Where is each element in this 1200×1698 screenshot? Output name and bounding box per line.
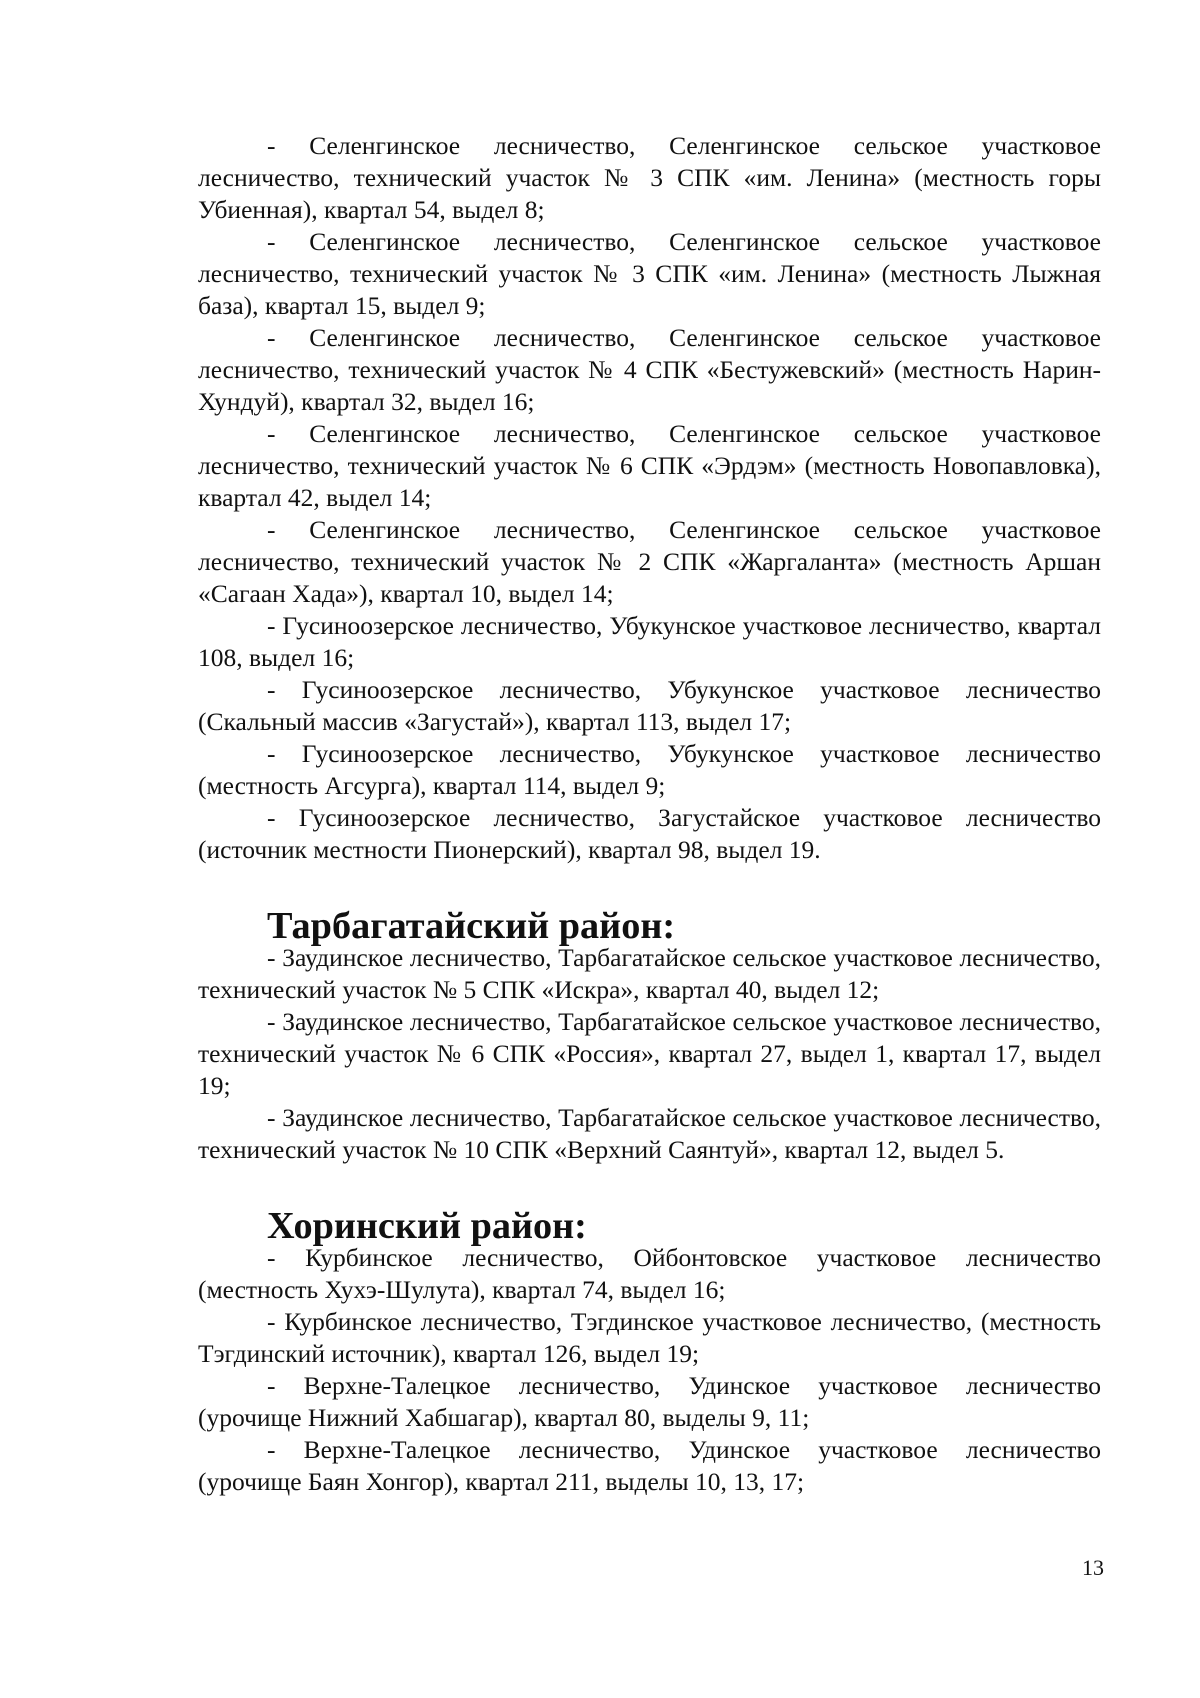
list-item: - Верхне-Талецкое лесничество, Удинское участковое лесничество (урочище Нижний Хабшагар), квартал 80, выделы 9, 11; — [198, 1371, 1101, 1432]
list-item: - Заудинское лесничество, Тарбагатайское сельское участковое лесничество, технический участок № 5 СПК «Искра», квартал 40, выдел 12; — [198, 943, 1101, 1004]
list-item: - Гусиноозерское лесничество, Убукунское участковое лесничество (местность Агсурга), квартал 114, выдел 9; — [198, 739, 1101, 800]
list-item: - Гусиноозерское лесничество, Загустайское участковое лесничество (источник местности Пионерский), квартал 98, выдел 19. — [198, 803, 1101, 864]
list-item: - Курбинское лесничество, Ойбонтовское участковое лесничество (местность Хухэ-Шулута), квартал 74, выдел 16; — [198, 1243, 1101, 1304]
document-body — [198, 130, 1101, 1498]
list-item: - Заудинское лесничество, Тарбагатайское сельское участковое лесничество, технический участок № 6 СПК «Россия», квартал 27, выдел 1, квартал 17, выдел 19; — [198, 1007, 1101, 1100]
section-heading-tarbagatai: Тарбагатайский район: — [267, 905, 676, 947]
list-item: - Селенгинское лесничество, Селенгинское сельское участковое лесничество, технический участок № 3 СПК «им. Ленина» (местность горы Убиенная), квартал 54, выдел 8; — [198, 131, 1101, 224]
list-item: - Селенгинское лесничество, Селенгинское сельское участковое лесничество, технический участок № 2 СПК «Жаргаланта» (местность Аршан «Сагаан Хада»), квартал 10, выдел 14; — [198, 515, 1101, 608]
page-number: 13 — [1082, 1555, 1104, 1580]
section-heading-khorinsk: Хоринский район: — [267, 1205, 587, 1247]
list-item: - Гусиноозерское лесничество, Убукунское участковое лесничество, квартал 108, выдел 16; — [198, 611, 1101, 672]
list-item: - Селенгинское лесничество, Селенгинское сельское участковое лесничество, технический участок № 3 СПК «им. Ленина» (местность Лыжная база), квартал 15, выдел 9; — [198, 227, 1101, 320]
list-item: - Верхне-Талецкое лесничество, Удинское участковое лесничество (урочище Баян Хонгор), квартал 211, выделы 10, 13, 17; — [198, 1435, 1101, 1496]
list-item: - Селенгинское лесничество, Селенгинское сельское участковое лесничество, технический участок № 4 СПК «Бестужевский» (местность Нарин-Хундуй), квартал 32, выдел 16; — [198, 323, 1101, 416]
list-item: - Селенгинское лесничество, Селенгинское сельское участковое лесничество, технический участок № 6 СПК «Эрдэм» (местность Новопавловка), квартал 42, выдел 14; — [198, 419, 1101, 512]
list-item: - Курбинское лесничество, Тэгдинское участковое лесничество, (местность Тэгдинский источник), квартал 126, выдел 19; — [198, 1307, 1101, 1368]
list-item: - Гусиноозерское лесничество, Убукунское участковое лесничество (Скальный массив «Загустай»), квартал 113, выдел 17; — [198, 675, 1101, 736]
list-item: - Заудинское лесничество, Тарбагатайское сельское участковое лесничество, технический участок № 10 СПК «Верхний Саянтуй», квартал 12, выдел 5. — [198, 1103, 1101, 1164]
